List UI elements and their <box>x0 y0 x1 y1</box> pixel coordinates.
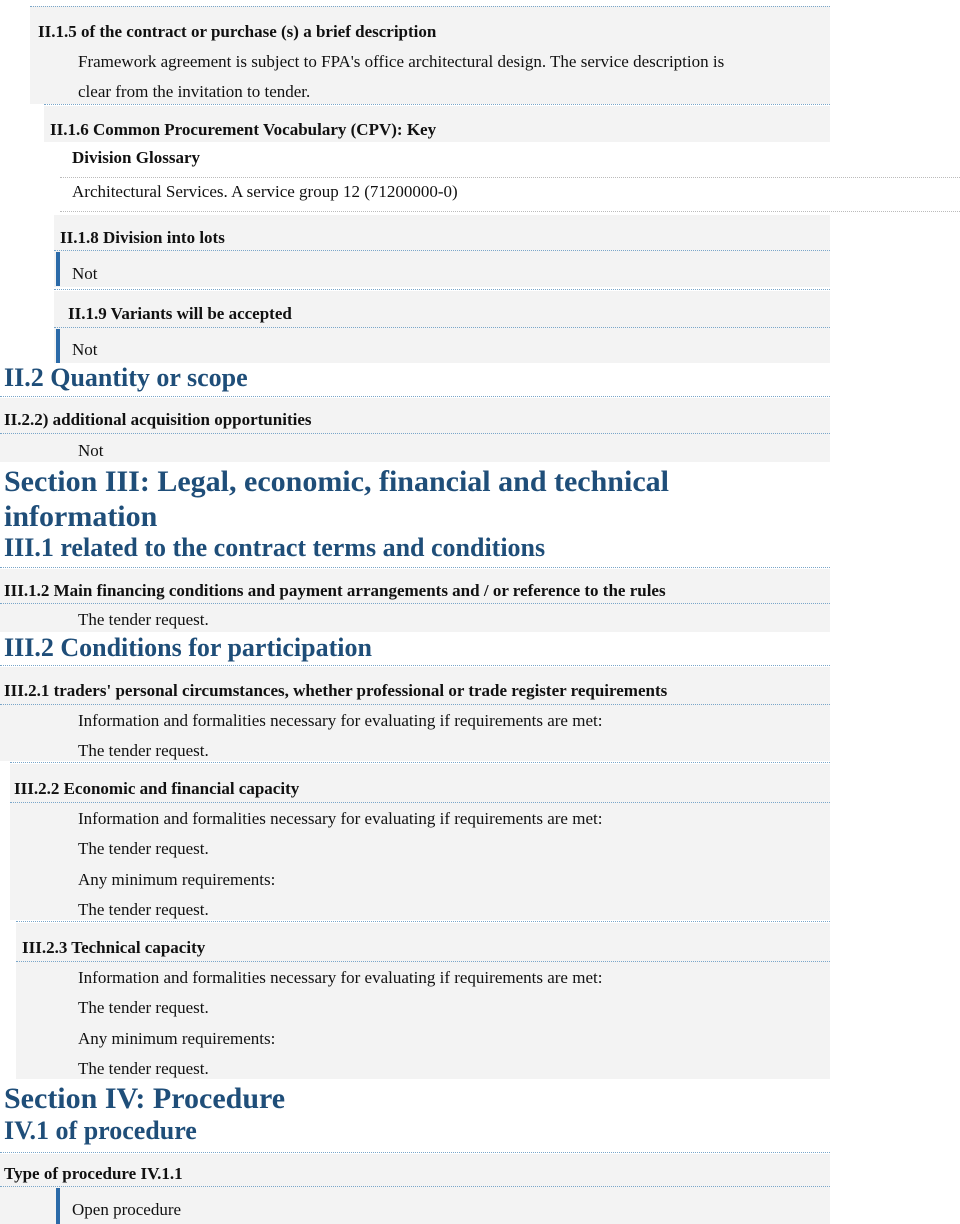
divider <box>0 433 830 434</box>
section-iii-title-line2: information <box>4 500 158 533</box>
s323-info: Information and formalities necessary for evaluating if requirements are met: <box>78 968 603 987</box>
divider <box>16 921 830 922</box>
s321-label: III.2.1 traders' personal circumstances, whether professional or trade register requirements <box>4 681 668 700</box>
value-accent-bar <box>56 329 60 363</box>
s323-value2: The tender request. <box>78 1059 209 1078</box>
s322-label: III.2.2 Economic and financial capacity <box>14 779 300 798</box>
divider <box>0 1186 830 1187</box>
divider <box>30 6 830 7</box>
divider <box>10 762 830 763</box>
section-iii-title <box>4 464 824 534</box>
divider <box>16 961 830 962</box>
s323-min: Any minimum requirements: <box>78 1029 276 1048</box>
s323-label: III.2.3 Technical capacity <box>22 938 206 957</box>
divider <box>54 250 830 251</box>
s219-label: II.1.9 Variants will be accepted <box>68 304 292 323</box>
s219-value: Not <box>72 340 98 359</box>
section-iii-title-line1: Section III: Legal, economic, financial and technical <box>4 465 669 498</box>
s322-value1: The tender request. <box>78 839 209 858</box>
divider <box>60 177 960 178</box>
divider <box>0 665 830 666</box>
s218-background <box>54 215 830 287</box>
heading-ii-2: II.2 Quantity or scope <box>4 363 248 392</box>
divider <box>10 802 830 803</box>
divider <box>54 327 830 328</box>
s215-text-line1: Framework agreement is subject to FPA's office architectural design. The service description is <box>78 52 725 71</box>
divider <box>60 211 960 212</box>
heading-iii-2: III.2 Conditions for participation <box>4 633 372 662</box>
value-accent-bar <box>56 1188 60 1224</box>
s411-value: Open procedure <box>72 1200 182 1219</box>
s322-info: Information and formalities necessary for evaluating if requirements are met: <box>78 809 603 828</box>
s218-value: Not <box>72 264 98 283</box>
s222-label: II.2.2) additional acquisition opportunities <box>4 410 312 429</box>
divider <box>54 289 830 290</box>
s411-label: Type of procedure IV.1.1 <box>4 1164 183 1183</box>
s312-label: III.1.2 Main financing conditions and payment arrangements and / or reference to the rules <box>4 581 666 600</box>
section-iv-title: Section IV: Procedure <box>4 1082 286 1115</box>
s215-label: II.1.5 of the contract or purchase (s) a brief description <box>38 22 437 41</box>
s323-value1: The tender request. <box>78 998 209 1017</box>
s216-label-line2: Division Glossary <box>72 148 200 167</box>
divider <box>0 603 830 604</box>
s215-text-line2: clear from the invitation to tender. <box>78 82 311 101</box>
s216-text: Architectural Services. A service group 12 (71200000-0) <box>72 182 458 201</box>
heading-iv-1: IV.1 of procedure <box>4 1116 197 1145</box>
value-accent-bar <box>56 252 60 286</box>
s222-background <box>0 398 830 462</box>
s312-value: The tender request. <box>78 610 209 629</box>
s216-label-line1: II.1.6 Common Procurement Vocabulary (CPV): Key <box>50 120 437 139</box>
s218-label: II.1.8 Division into lots <box>60 228 225 247</box>
s322-min: Any minimum requirements: <box>78 870 276 889</box>
divider <box>0 1152 830 1153</box>
s322-value2: The tender request. <box>78 900 209 919</box>
divider <box>0 396 830 397</box>
s222-value: Not <box>78 441 104 460</box>
heading-iii-1: III.1 related to the contract terms and conditions <box>4 533 546 562</box>
divider <box>0 704 830 705</box>
s321-value: The tender request. <box>78 741 209 760</box>
s321-info: Information and formalities necessary for evaluating if requirements are met: <box>78 711 603 730</box>
divider <box>44 104 830 105</box>
divider <box>0 567 830 568</box>
